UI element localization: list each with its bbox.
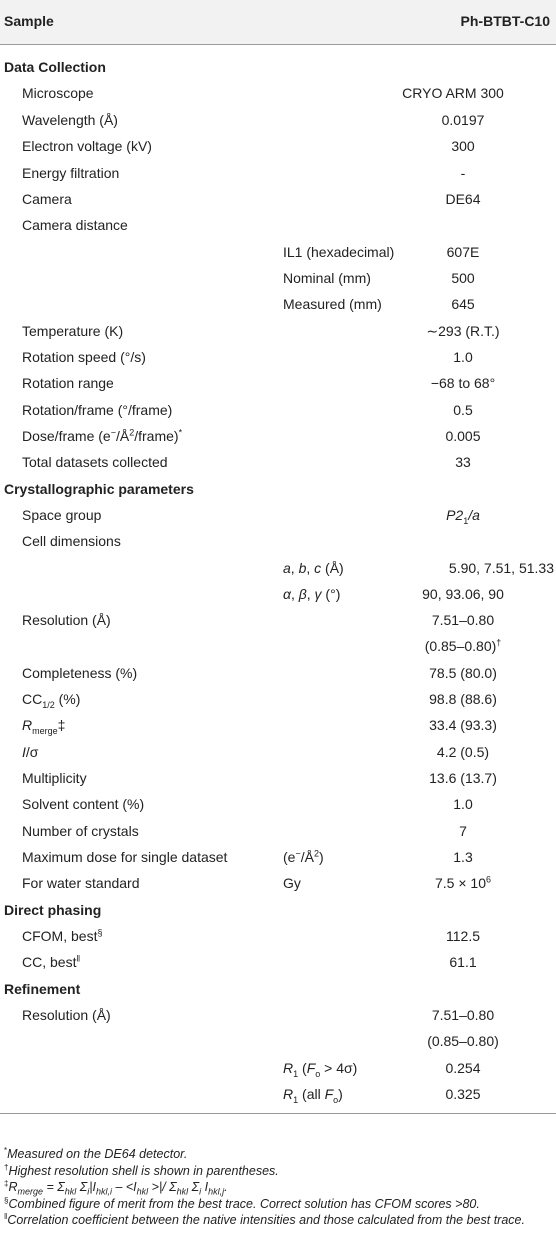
section-title: Crystallographic parameters — [4, 481, 194, 497]
row-value: 4.2 (0.5) — [436, 744, 490, 760]
row-value: 13.6 (13.7) — [429, 770, 497, 786]
header-divider — [0, 44, 556, 45]
row-label: Microscope — [22, 85, 94, 101]
row-label: Multiplicity — [22, 770, 87, 786]
row-value: 7.51–0.80 — [431, 1007, 495, 1023]
header-compound: Ph-BTBT-C10 — [460, 13, 550, 29]
row-label: Space group — [22, 507, 102, 523]
row-value: 112.5 — [446, 928, 480, 944]
row-value: 0.005 — [445, 428, 481, 444]
row-sublabel: a, b, c (Å) — [283, 560, 344, 576]
row-sublabel: Gy — [283, 875, 301, 891]
row-sublabel: $R_1$ (all $F_o$) — [283, 1086, 343, 1105]
row-value: 5.90, 7.51, 51.33 — [448, 560, 554, 576]
row-label: Rotation range — [22, 375, 114, 391]
row-value: CRYO ARM 300 — [402, 85, 504, 101]
row-value: ∼293 (R.T.) — [426, 323, 500, 339]
row-value: 500 — [451, 270, 475, 286]
row-label: $R_{merge}\ddagger$ — [22, 717, 66, 736]
row-label: Electron voltage (kV) — [22, 138, 152, 154]
row-value: 7.51–0.80 — [431, 612, 495, 628]
row-value: 645 — [451, 296, 475, 312]
row-label: Wavelength (Å) — [22, 112, 118, 128]
row-value: DE64 — [445, 191, 481, 207]
section-title: Refinement — [4, 981, 81, 997]
row-label: $CC_{1/2}$ (%) — [22, 691, 81, 710]
row-label: Solvent content (%) — [22, 796, 145, 812]
row-sublabel: $R_1$ $(F_o > 4\sigma)$ — [283, 1060, 358, 1079]
row-value: 1.0 — [453, 349, 473, 365]
section-title: Direct phasing — [4, 902, 102, 918]
row-value: 607E — [446, 244, 480, 260]
row-label: Maximum dose for single dataset — [22, 849, 228, 865]
row-value: 98.8 (88.6) — [429, 691, 497, 707]
section-title: Data Collection — [4, 59, 106, 75]
row-label: For water standard — [22, 875, 140, 891]
row-value: 7 — [459, 823, 467, 839]
row-value: 0.0197 — [441, 112, 485, 128]
row-value: 1.0 — [453, 796, 473, 812]
footnote: §Combined figure of merit from the best trace. Correct solution has CFOM scores >80. — [4, 1195, 480, 1211]
row-label: Dose/frame $(e^-/Å^2/frame)^*$ — [22, 427, 183, 444]
row-value: - — [460, 165, 466, 181]
row-label: Temperature (K) — [22, 323, 124, 339]
row-value: 33.4 (93.3) — [429, 717, 497, 733]
row-value: 61.1 — [449, 954, 477, 970]
row-value: $7.5 \times 10^6$ — [434, 874, 491, 891]
row-label: Energy filtration — [22, 165, 120, 181]
row-label: I/σ — [22, 744, 39, 760]
row-label: Camera distance — [22, 217, 128, 233]
row-value: (0.85–0.80)† — [424, 637, 502, 654]
row-value: 300 — [451, 138, 475, 154]
row-value: 0.5 — [453, 402, 473, 418]
row-label: Resolution (Å) — [22, 1007, 111, 1023]
row-value: 33 — [455, 454, 471, 470]
row-label: Total datasets collected — [22, 454, 168, 470]
row-label: Number of crystals — [22, 823, 139, 839]
row-label: CFOM, best§ — [22, 927, 103, 944]
row-label: Rotation/frame (°/frame) — [22, 402, 173, 418]
row-value: −68 to 68° — [430, 375, 496, 391]
table-header — [0, 0, 556, 44]
header-sample: Sample — [4, 13, 54, 29]
row-label: Completeness (%) — [22, 665, 138, 681]
row-value: $P2_1/a$ — [446, 507, 480, 526]
footnote: $^\ddagger R_{merge} = \Sigma_{hkl}$ $\Sigma_i|I_{hkl,i} - <I_{hkl}$ >|/ $\Sigma_{hkl}$ $\Sigma_i$ $I_{hkl,j}$. — [4, 1178, 228, 1197]
row-value: (0.85–0.80) — [427, 1033, 499, 1049]
row-label: Resolution (Å) — [22, 612, 111, 628]
row-value: 0.254 — [445, 1060, 481, 1076]
table-footnotes — [4, 1146, 552, 1229]
table-bottom-divider — [0, 1113, 556, 1114]
row-sublabel: Measured (mm) — [283, 296, 382, 312]
row-value: 1.3 — [453, 849, 473, 865]
row-sublabel: $(e^-/Å^2)$ — [283, 848, 324, 865]
row-label: Rotation speed (°/s) — [22, 349, 146, 365]
row-value: 78.5 (80.0) — [429, 665, 497, 681]
row-value: 0.325 — [445, 1086, 481, 1102]
row-sublabel: Nominal (mm) — [283, 270, 371, 286]
footnote: ‖Correlation coefficient between the native intensities and those calculated from the best trace. — [4, 1211, 525, 1227]
row-sublabel: α, β, γ (°) — [283, 586, 341, 602]
footnote: *Measured on the DE64 detector. — [4, 1145, 188, 1161]
row-sublabel: IL1 (hexadecimal) — [283, 244, 395, 260]
row-label: CC, best‖ — [22, 953, 81, 970]
row-label: Cell dimensions — [22, 533, 121, 549]
footnote: †Highest resolution shell is shown in parentheses. — [4, 1162, 279, 1178]
row-value: 90, 93.06, 90 — [422, 586, 504, 602]
row-label: Camera — [22, 191, 72, 207]
